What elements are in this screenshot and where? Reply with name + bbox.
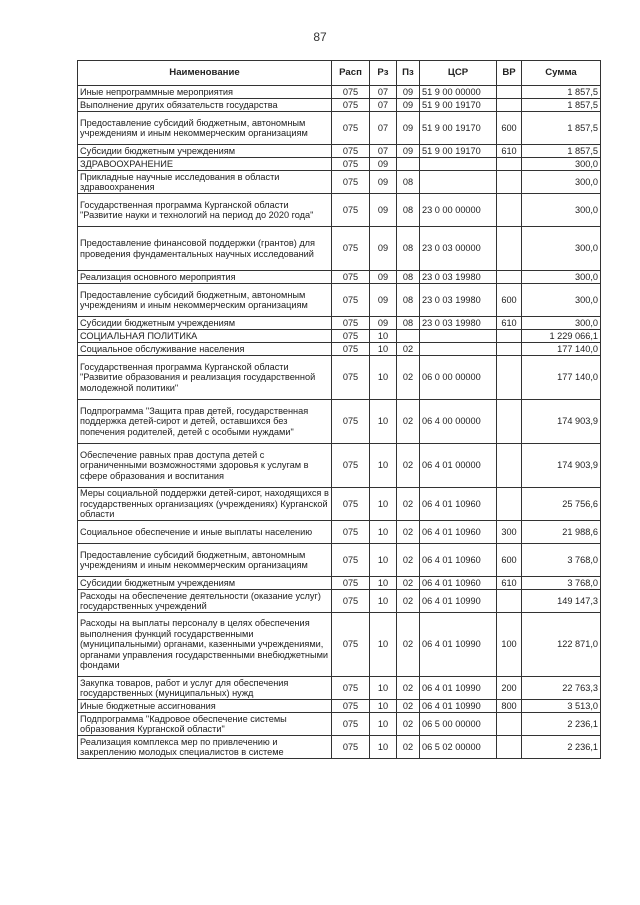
table-row [78,521,601,544]
cell-pz: 08 [397,194,420,227]
cell-rasp: 075 [332,271,370,284]
cell-pz: 08 [397,271,420,284]
cell-vr [497,271,522,284]
cell-rz: 10 [370,356,397,400]
cell-vr [497,343,522,356]
cell-pz: 08 [397,171,420,194]
cell-rz: 09 [370,271,397,284]
cell-sum: 174 903,9 [522,400,601,444]
cell-sum: 3 513,0 [522,700,601,713]
cell-name: Подпрограмма "Защита прав детей, государственная поддержка детей-сирот и детей, оставшихся без попечения родителей, детей с особыми нуждами" [78,400,332,444]
cell-pz [397,330,420,343]
cell-rz: 09 [370,194,397,227]
cell-rz: 10 [370,713,397,736]
cell-pz: 09 [397,145,420,158]
table-row [78,343,601,356]
cell-rasp: 075 [332,99,370,112]
table-row [78,86,601,99]
cell-pz: 02 [397,590,420,613]
cell-pz: 02 [397,713,420,736]
cell-rasp: 075 [332,145,370,158]
cell-rasp: 075 [332,736,370,759]
cell-csr: 23 0 00 00000 [420,194,497,227]
cell-rasp: 075 [332,613,370,677]
cell-name: Субсидии бюджетным учреждениям [78,317,332,330]
cell-csr: 23 0 03 19980 [420,317,497,330]
cell-csr: 06 5 02 00000 [420,736,497,759]
cell-rasp: 075 [332,488,370,521]
cell-name: Прикладные научные исследования в области здравоохранения [78,171,332,194]
cell-vr [497,194,522,227]
cell-name: Предоставление субсидий бюджетным, автономным учреждениям и иным некоммерческим организациям [78,284,332,317]
cell-sum: 1 857,5 [522,99,601,112]
table-row [78,227,601,271]
cell-sum: 1 857,5 [522,112,601,145]
cell-rasp: 075 [332,284,370,317]
cell-rz: 10 [370,521,397,544]
cell-rz: 07 [370,145,397,158]
cell-name: Закупка товаров, работ и услуг для обеспечения государственных (муниципальных) нужд [78,677,332,700]
cell-sum: 149 147,3 [522,590,601,613]
cell-vr: 100 [497,613,522,677]
cell-csr: 51 9 00 19170 [420,99,497,112]
cell-sum: 174 903,9 [522,444,601,488]
cell-vr: 600 [497,112,522,145]
table-row [78,271,601,284]
table-row [78,317,601,330]
cell-rz: 10 [370,613,397,677]
cell-csr: 06 4 01 10960 [420,488,497,521]
table-row [78,356,601,400]
cell-name: Субсидии бюджетным учреждениям [78,145,332,158]
cell-rasp: 075 [332,400,370,444]
cell-csr: 23 0 03 19980 [420,271,497,284]
cell-vr [497,444,522,488]
table-row [78,194,601,227]
cell-sum: 2 236,1 [522,736,601,759]
cell-pz: 02 [397,444,420,488]
cell-name: Подпрограмма "Кадровое обеспечение системы образования Курганской области" [78,713,332,736]
cell-name: Расходы на выплаты персоналу в целях обеспечения выполнения функций государственными (муниципальными) органами, казенными учреждениями, органами управления государственными внебюджетными фондами [78,613,332,677]
cell-csr: 51 9 00 00000 [420,86,497,99]
cell-name: Меры социальной поддержки детей-сирот, находящихся в государственных организациях (учреждениях) Курганской области [78,488,332,521]
cell-vr [497,227,522,271]
cell-rz: 09 [370,227,397,271]
cell-sum: 22 763,3 [522,677,601,700]
cell-sum: 177 140,0 [522,343,601,356]
cell-csr: 06 4 01 10990 [420,677,497,700]
cell-csr: 51 9 00 19170 [420,145,497,158]
table-row [78,577,601,590]
cell-rz: 07 [370,112,397,145]
cell-rz: 10 [370,330,397,343]
cell-vr [497,86,522,99]
cell-rasp: 075 [332,544,370,577]
cell-csr: 06 5 00 00000 [420,713,497,736]
cell-vr: 600 [497,284,522,317]
page-number: 87 [313,30,327,44]
cell-csr [420,330,497,343]
cell-rz: 10 [370,544,397,577]
cell-sum: 25 756,6 [522,488,601,521]
cell-csr: 06 4 01 00000 [420,444,497,488]
cell-name: Выполнение других обязательств государства [78,99,332,112]
cell-sum: 300,0 [522,171,601,194]
cell-sum: 122 871,0 [522,613,601,677]
cell-csr [420,343,497,356]
header-csr: ЦСР [420,61,497,86]
cell-pz: 02 [397,400,420,444]
cell-pz [397,158,420,171]
cell-csr: 23 0 03 19980 [420,284,497,317]
table-row [78,284,601,317]
cell-rasp: 075 [332,317,370,330]
cell-vr [497,590,522,613]
cell-pz: 09 [397,86,420,99]
cell-rasp: 075 [332,700,370,713]
table-row [78,713,601,736]
cell-name: Предоставление финансовой поддержки (грантов) для проведения фундаментальных научных исследований [78,227,332,271]
cell-sum: 300,0 [522,158,601,171]
cell-rasp: 075 [332,521,370,544]
cell-name: Расходы на обеспечение деятельности (оказание услуг) государственных учреждений [78,590,332,613]
cell-vr [497,99,522,112]
cell-pz: 08 [397,317,420,330]
cell-name: Социальное обеспечение и иные выплаты населению [78,521,332,544]
cell-sum: 1 229 066,1 [522,330,601,343]
table-row [78,488,601,521]
cell-rasp: 075 [332,713,370,736]
cell-csr [420,171,497,194]
cell-rasp: 075 [332,194,370,227]
cell-csr [420,158,497,171]
cell-sum: 21 988,6 [522,521,601,544]
cell-rasp: 075 [332,677,370,700]
cell-vr: 200 [497,677,522,700]
cell-rasp: 075 [332,158,370,171]
cell-sum: 300,0 [522,194,601,227]
cell-pz: 02 [397,343,420,356]
cell-sum: 1 857,5 [522,145,601,158]
cell-rz: 10 [370,400,397,444]
table-header-row [78,61,601,86]
cell-csr: 06 0 00 00000 [420,356,497,400]
cell-rz: 10 [370,488,397,521]
cell-rasp: 075 [332,112,370,145]
cell-pz: 09 [397,99,420,112]
cell-sum: 3 768,0 [522,544,601,577]
cell-name: Субсидии бюджетным учреждениям [78,577,332,590]
cell-rasp: 075 [332,227,370,271]
table-row [78,590,601,613]
header-rz: Рз [370,61,397,86]
cell-name: Предоставление субсидий бюджетным, автономным учреждениям и иным некоммерческим организациям [78,112,332,145]
cell-pz: 02 [397,521,420,544]
cell-pz: 08 [397,284,420,317]
cell-vr: 600 [497,544,522,577]
cell-rasp: 075 [332,577,370,590]
cell-rz: 10 [370,736,397,759]
cell-sum: 2 236,1 [522,713,601,736]
table-row [78,700,601,713]
cell-name: Иные бюджетные ассигнования [78,700,332,713]
cell-rz: 10 [370,700,397,713]
table-row [78,400,601,444]
cell-name: Государственная программа Курганской области "Развитие науки и технологий на период до 2020 года" [78,194,332,227]
budget-table [77,60,601,759]
cell-rz: 10 [370,343,397,356]
cell-sum: 300,0 [522,227,601,271]
table-row [78,171,601,194]
cell-csr: 06 4 01 10960 [420,577,497,590]
cell-rz: 10 [370,577,397,590]
cell-name: Реализация основного мероприятия [78,271,332,284]
cell-vr: 610 [497,317,522,330]
cell-vr [497,400,522,444]
cell-rasp: 075 [332,171,370,194]
cell-csr: 06 4 01 10990 [420,700,497,713]
table-row [78,613,601,677]
cell-rz: 07 [370,86,397,99]
cell-csr: 06 4 00 00000 [420,400,497,444]
cell-pz: 02 [397,577,420,590]
cell-vr [497,158,522,171]
cell-rasp: 075 [332,343,370,356]
cell-rasp: 075 [332,356,370,400]
cell-rz: 09 [370,171,397,194]
cell-sum: 3 768,0 [522,577,601,590]
cell-vr: 300 [497,521,522,544]
cell-csr: 06 4 01 10990 [420,590,497,613]
cell-rz: 09 [370,284,397,317]
cell-sum: 300,0 [522,317,601,330]
cell-name: ЗДРАВООХРАНЕНИЕ [78,158,332,171]
cell-sum: 300,0 [522,284,601,317]
table-row [78,99,601,112]
cell-rasp: 075 [332,444,370,488]
cell-vr [497,356,522,400]
cell-name: Иные непрограммные мероприятия [78,86,332,99]
cell-pz: 02 [397,488,420,521]
cell-pz: 09 [397,112,420,145]
cell-csr: 06 4 01 10960 [420,544,497,577]
cell-csr: 51 9 00 19170 [420,112,497,145]
cell-sum: 177 140,0 [522,356,601,400]
cell-rasp: 075 [332,86,370,99]
cell-csr: 23 0 03 00000 [420,227,497,271]
cell-pz: 08 [397,227,420,271]
cell-rz: 10 [370,590,397,613]
header-sum: Сумма [522,61,601,86]
cell-csr: 06 4 01 10960 [420,521,497,544]
table-row [78,158,601,171]
cell-pz: 02 [397,544,420,577]
cell-name: Реализация комплекса мер по привлечению и закреплению молодых специалистов в системе [78,736,332,759]
cell-vr [497,736,522,759]
cell-csr: 06 4 01 10990 [420,613,497,677]
cell-pz: 02 [397,700,420,713]
cell-vr: 610 [497,145,522,158]
header-name: Наименование [78,61,332,86]
cell-rz: 09 [370,317,397,330]
table-row [78,736,601,759]
cell-pz: 02 [397,613,420,677]
header-rasp: Расп [332,61,370,86]
cell-name: СОЦИАЛЬНАЯ ПОЛИТИКА [78,330,332,343]
cell-rz: 10 [370,444,397,488]
table-row [78,544,601,577]
cell-pz: 02 [397,356,420,400]
table-row [78,112,601,145]
cell-rasp: 075 [332,330,370,343]
cell-rasp: 075 [332,590,370,613]
cell-sum: 300,0 [522,271,601,284]
cell-sum: 1 857,5 [522,86,601,99]
cell-vr: 610 [497,577,522,590]
cell-vr [497,171,522,194]
cell-name: Обеспечение равных прав доступа детей с ограниченными возможностями здоровья к услугам в сфере образования и воспитания [78,444,332,488]
cell-vr [497,488,522,521]
header-vr: ВР [497,61,522,86]
cell-rz: 07 [370,99,397,112]
table-row [78,444,601,488]
cell-name: Государственная программа Курганской области "Развитие образования и реализация государственной молодежной политики" [78,356,332,400]
cell-rz: 10 [370,677,397,700]
cell-rz: 09 [370,158,397,171]
cell-name: Предоставление субсидий бюджетным, автономным учреждениям и иным некоммерческим организациям [78,544,332,577]
cell-pz: 02 [397,677,420,700]
table-body [78,86,601,759]
table-row [78,330,601,343]
table-row [78,677,601,700]
cell-vr [497,330,522,343]
header-pz: Пз [397,61,420,86]
cell-vr: 800 [497,700,522,713]
cell-pz: 02 [397,736,420,759]
cell-vr [497,713,522,736]
table-row [78,145,601,158]
cell-name: Социальное обслуживание населения [78,343,332,356]
